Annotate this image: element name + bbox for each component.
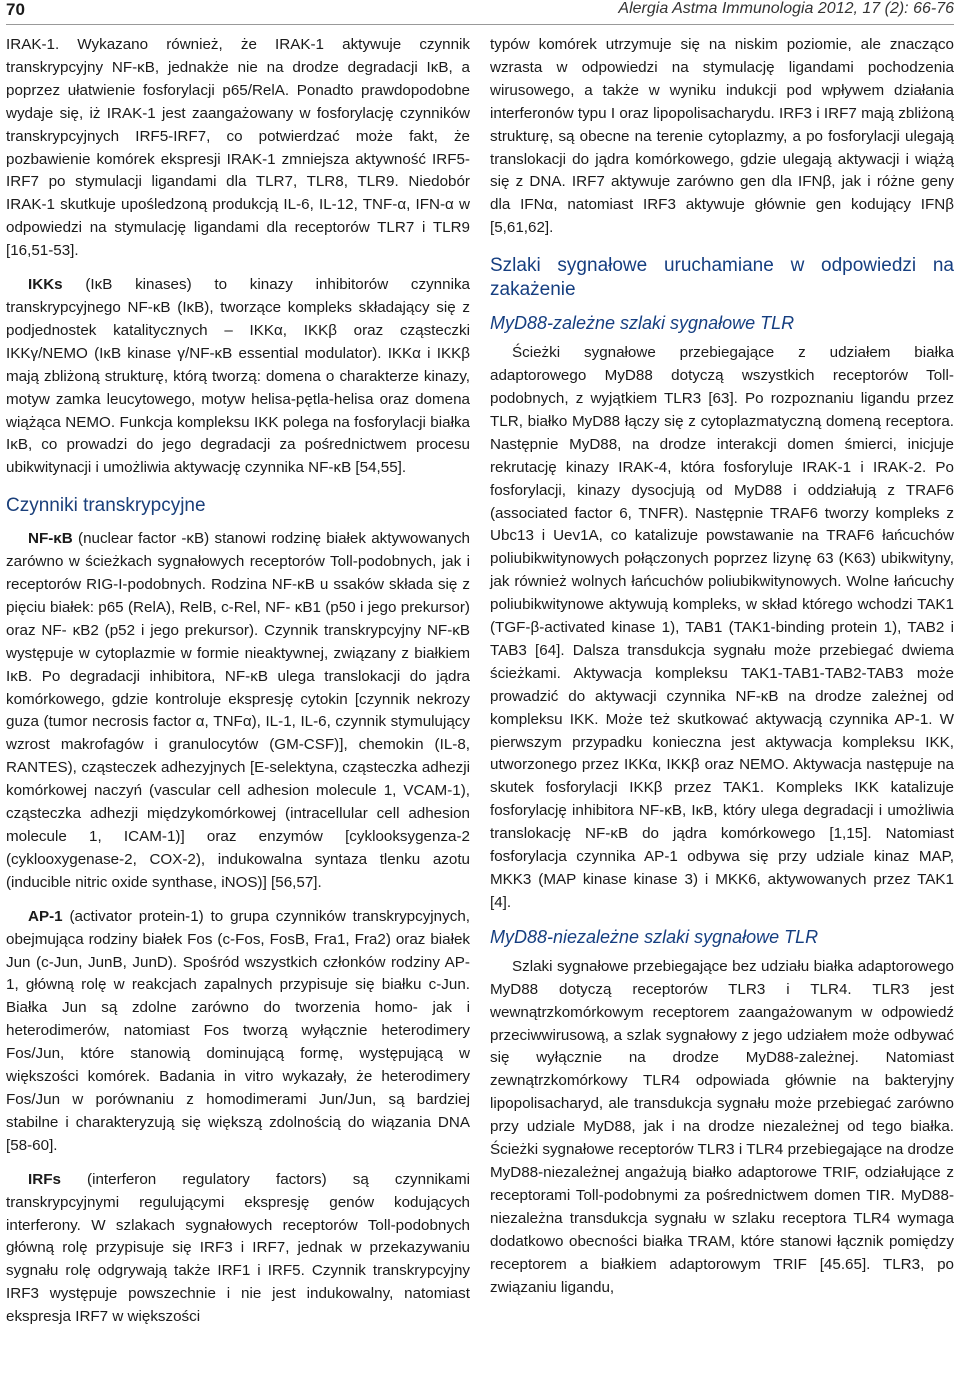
journal-citation: Alergia Astma Immunologia 2012, 17 (2): 66-76 bbox=[618, 0, 954, 17]
paragraph-ap1 bbox=[6, 906, 470, 1158]
paragraph-irfs-text: (interferon regulatory factors) są czynnikami transkrypcyjnymi regulującymi ekspresję genów kodujących interferony. W szlakach sygnałowych receptorów Toll-podobnych główną rolę przypisuje się IRF3 i IRF7, jednak w przekazywaniu sygnału rolę odgrywają także IRF1 i IRF5. Czynnik transkrypcyjny IRF3 występuje powszechnie i nie jest indukowalny, natomiast ekspresja IRF7 w większości bbox=[6, 1170, 470, 1326]
left-column bbox=[6, 34, 470, 1340]
paragraph-myd88-dependent: Ścieżki sygnałowe przebiegające z udziałem białka adaptorowego MyD88 dotyczą wszystkich receptorów Toll-podobnych, z wyjątkiem TLR3 [63]. Po rozpoznaniu ligandu przez TLR, białko MyD88 łączy się z cytoplazmatyczną domeną receptora. Następnie MyD88, na drodze interakcji domen śmierci, inicjuje rekrutację kinazy IRAK-4, która fosforyluje IRAK-1 i IRAK-2. Po fosforylacji, kinazy dysocjują od MyD88 i oddziałują z TRAF6 (associated factor 6, TNFR). Następnie TRAF6 tworzy kompleks z Ubc13 i Uev1A, co katalizuje powstawanie na TRAF6 łańcuchów poliubikwitynowych połączonych poprzez lizynę 63 (K63) ubikwityny, jak również wolnych łańcuchów poliubikwitynowych. Wolne łańcuchy poliubikwitynowe aktywują kompleks, w skład którego wchodzi TAK1 (TGF-β-activated kinase 1), TAB1 (TAK1-binding protein 1), TAB2 i TAB3 [64]. Dalsza transdukcja sygnału może przebiegać dwiema ścieżkami. Aktywacja kompleksu TAK1-TAB1-TAB2-TAB3 może prowadzić do aktywacji czynnika NF-κB na drodze zależnej od kompleksu IKK. Może też skutkować aktywacją czynnika AP-1. W pierwszym przypadku konieczna jest aktywacja kompleksu IKK, utworzonego przez IKKα, IKKβ oraz NEMO. Aktywacja następuje na skutek fosforylacji IKKβ przez TAK1. Kompleks IKK katalizuje fosforylację inhibitora NF-κB, IκB, który ulega degradacji i umożliwia translokację NF-κB do jądra komórkowego [1,15]. Natomiast fosforylacja czynnika AP-1 odbywa się przy udziale kinaz MAP, MKK3 (MAP kinase kinase 3) i MKK6, aktywowanych przez TAK1 [4]. bbox=[490, 344, 954, 911]
paragraph-myd88-independent: Szlaki sygnałowe przebiegające bez udziału białka adaptorowego MyD88 dotyczą receptorów TLR3 i TLR4. TLR3 jest wewnątrzkomórkowym receptorem zaangażowanym w odpowiedź przeciwwirusową, a szlak sygnałowy z jego udziałem może odbywać się wyłącznie na drodze MyD88-zależnej. Natomiast zewnątrzkomórkowy TLR4 odpowiada głównie na bakteryjny lipopolisacharyd, ale transdukcja sygnału może przebiegać zarówno przy udziale MyD88, jak i na drodze niezależnej od tego białka. Ścieżki sygnałowe receptorów TLR3 i TLR4 przebiegające na drodze MyD88-niezależnej angażują białko adaptorowe TRIF, odziałujące z receptorami Toll-podobnymi za pośrednictwem domen TIR. MyD88-niezależna transdukcja sygnału w szlaku receptora TLR4 wymaga dodatkowo obecności białka TRAM, które stanowi łącznik pomiędzy receptorem a białkiem adaptorowym TRIF [45.65]. TLR3, po związaniu ligandu, bbox=[490, 957, 954, 1296]
header-divider bbox=[6, 24, 954, 25]
right-column bbox=[490, 34, 954, 1310]
paragraph-ap1-text: (activator protein-1) to grupa czynników transkrypcyjnych, obejmująca rodziny białek Fos (c-Fos, FosB, Fra1, Fra2) oraz białek Jun (c-Jun, JunB, JunD). Spośród wszystkich członków rodziny AP-1, główną rolę w reakcjach zapalnych przypisuje się białku c-Jun. Białka Jun są zdolne zarówno do tworzenia homo- jak i heterodimerów, natomiast Fos tworzą wyłącznie heterodimery Fos/Jun, które stanowią dominującą formę, występującą w większości komórek. Badania in vitro wykazały, że heterodimery Fos/Jun w porównaniu z homodimerami Jun/Jun, są bardziej stabilne i charakteryzują się większą zdolnością do wiązania DNA [58-60]. bbox=[6, 907, 470, 1154]
subsection-title-myd88-independent: MyD88-niezależne szlaki sygnałowe TLR bbox=[490, 926, 819, 947]
term-ikks: IKKs bbox=[28, 276, 63, 294]
paragraph-ikks bbox=[6, 274, 470, 480]
paragraph-ikks-text: (IκB kinases) to kinazy inhibitorów czynnika transkrypcyjnego NF-κB (IκB), tworzące kompleks składający się z podjednostek katalitycznych – IKKα, IKKβ oraz cząsteczki IKKγ/NEMO (IκB kinase γ/NF-κB essential modulator). IKKα i IKKβ mają zbliżoną strukturę, którą tworzą: domena o charakterze kinazy, motyw zamka leucytowego, motyw helisa-pętla-helisa oraz domena wiążąca NEMO. Funkcja kompleksu IKK polega na fosforylacji białka IκB, co prowadzi do jego degradacji za pośrednictwem procesu ubikwitynacji i umożliwia aktywację czynnika NF-κB [54,55]. bbox=[6, 276, 470, 477]
section-title-transcription-factors: Czynniki transkrypcyjne bbox=[6, 495, 206, 517]
term-nfkb: NF-κB bbox=[28, 530, 73, 548]
paragraph-irak1: IRAK-1. Wykazano również, że IRAK-1 aktywuje czynnik transkrypcyjny NF-κB, jednakże nie na drodze degradacji IκB, a poprzez ułatwienie fosforylacji p65/RelA. Ponadto prawdopodobne wydaje się, iż IRAK-1 jest zaangażowany w fosforylację czynników transkrypcyjnych IRF5-IRF7, co potwierdzać może fakt, że pozbawienie komórek ekspresji IRAK-1 zmniejsza aktywność IRF5-IRF7 po stymulacji ligandami dla TLR7, TLR8, TLR9. Niedobór IRAK-1 skutkuje upośledzoną produkcją IL-6, IL-12, TNF-α, IFN-α w odpowiedzi na stymulację ligandami dla receptorów TLR7 i TLR9 [16,51-53]. bbox=[6, 36, 470, 260]
paragraph-irf-continued: typów komórek utrzymuje się na niskim poziomie, ale znacząco wzrasta w odpowiedzi na stymulację ligandami pochodzenia wirusowego, a także w wyniku indukcji pod wpływem działania interferonów typu I oraz lipopolisacharydu. IRF3 i IRF7 mają zbliżoną strukturę, są obecne na terenie cytoplazmy, a po fosforylacji ulegają translokacji do jądra komórkowego, gdzie ulegają aktywacji i wiążą się z DNA. IRF7 aktywuje zarówno gen dla IFNβ, jak i różne geny dla IFNα, natomiast IRF3 aktywuje głównie gen kodujący IFNβ [5,61,62]. bbox=[490, 36, 954, 237]
paragraph-nfkb-text: (nuclear factor -κB) stanowi rodzinę białek aktywowanych zarówno w ścieżkach sygnałowych receptorów Toll-podobnych, jak i receptorów RIG-I-podobnych. Rodzina NF-κB u ssaków składa się z pięciu białek: p65 (RelA), RelB, c-Rel, NF- κB1 (p50 i jego prekursor) oraz NF- κB2 (p52 i jego prekursor). Czynnik transkrypcyjny NF-κB występuje w cytoplazmie w formie nieaktywnej, związany z białkiem IκB. Po degradacji inhibitora, NF-κB ulega translokacji do jądra komórkowego, gdzie kontroluje ekspresję cytokin [czynnik nekrozy guza (tumor necrosis factor α, TNFα), IL-1, IL-6, czynnik stymulujący wzrost makrofagów i granulocytów (GM-CSF)], chemokin (IL-8, RANTES), cząsteczek adhezyjnych [E-selektyna, cząsteczka adhezji komórkowej naczyń (vascular cell adhesion molecule 1, VCAM-1), cząsteczka adhezji międzykomórkowej (intracellular cell adhesion molecule 1, ICAM-1)] oraz enzymów [cyklooksygenza-2 (cyklooxygenase-2, COX-2), indukowalna syntaza tlenku azotu (inducible nitric oxide synthase, iNOS)] [56,57]. bbox=[6, 530, 470, 891]
page-number: 70 bbox=[6, 0, 25, 19]
term-irfs: IRFs bbox=[28, 1170, 61, 1188]
term-ap1: AP-1 bbox=[28, 907, 63, 925]
paragraph-irfs bbox=[6, 1169, 470, 1329]
section-title-signaling-pathways: Szlaki sygnałowe uruchamiane w odpowiedzi na zakażenie bbox=[490, 255, 954, 301]
subsection-title-myd88-dependent: MyD88-zależne szlaki sygnałowe TLR bbox=[490, 313, 795, 334]
paragraph-nfkb bbox=[6, 528, 470, 895]
